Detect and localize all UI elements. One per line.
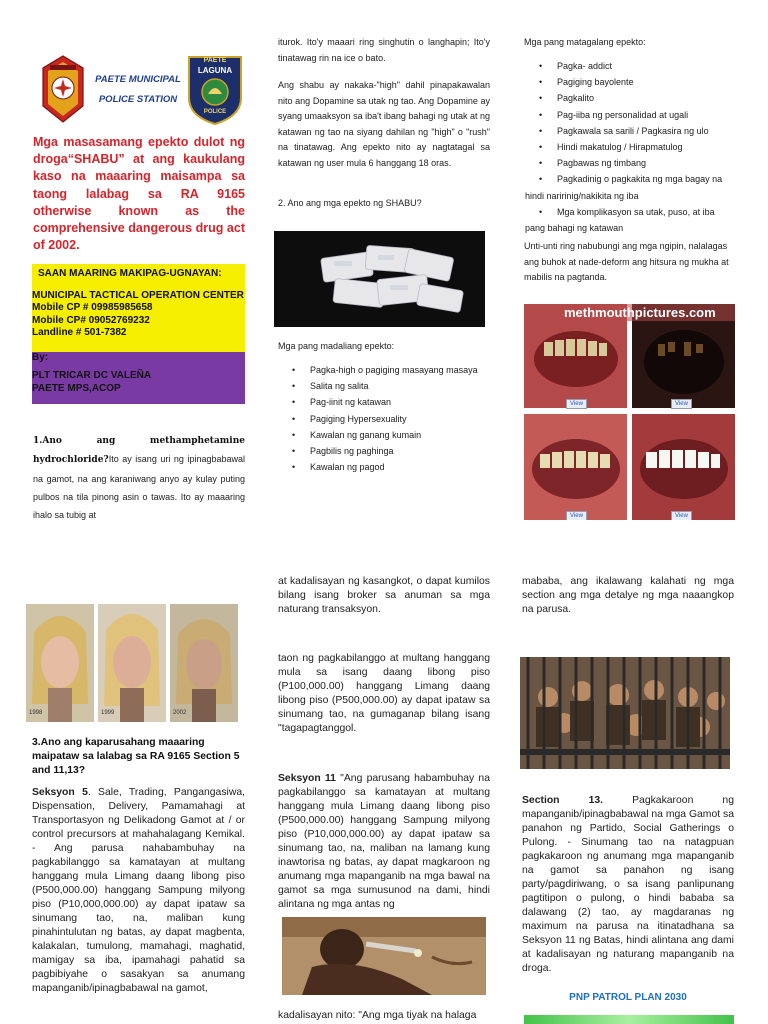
effect-list-item <box>258 411 490 427</box>
section-11-block <box>278 772 490 912</box>
pnp-logo <box>38 54 88 124</box>
effect-text: Pagbawas ng timbang <box>557 158 647 169</box>
bullet-icon: • <box>539 61 543 71</box>
long-effects-after: Unti-unti ring nabubungi ang mga ngipin, nalalagas ang buhok at nade-deform ang hitsura ng mukha at mabilis na pagtanda. <box>524 241 729 282</box>
short-effects-list <box>258 362 490 475</box>
mugshots-photo <box>26 604 238 722</box>
effect-text: Pagkawala sa sarili / Pagkasira ng ulo <box>557 125 709 136</box>
effect-text: Pag-iinit ng katawan <box>310 397 392 408</box>
author-by: By: <box>32 352 49 363</box>
effect-list-item <box>507 204 735 236</box>
effect-text: Pagka-high o pagiging masayang masaya <box>310 365 478 375</box>
bullet-icon: • <box>292 462 296 473</box>
mugshot-date-2: 1999 <box>101 710 115 716</box>
contact-heading: SAAN MAARING MAKIPAG-UGNAYAN: <box>38 268 222 279</box>
effect-list-item <box>258 378 490 394</box>
patrol-plan-title: PNP PATROL PLAN 2030 <box>569 992 687 1003</box>
bullet-icon: • <box>539 174 543 185</box>
dopamine-paragraph: Ang shabu ay nakaka-"high" dahil pinapakawalan nito ang Dopamine sa utak ng tao. Ang Dopamine ay syang umaaksyon sa iba't ibang bahagi ng utak at ng katawan ng tao na siyang dahilan ng "high" o "rush" na tinatawag. Ang epekto nito ay nagtatagal sa katawan ng user mula 6 hanggang 18 oras. <box>278 80 490 168</box>
effect-list-item <box>258 427 490 443</box>
bullet-icon: • <box>539 206 543 217</box>
long-effects-list <box>507 58 735 236</box>
col3-bottom-p1: mababa, ang ikalawang kalahati ng mga section ang mga detalye ng mga naaangkop na parusa. <box>522 576 734 615</box>
bullet-icon: • <box>539 109 543 120</box>
effect-text: Pag-iiba ng personalidad at ugali <box>557 109 689 120</box>
effect-list-item <box>258 362 490 378</box>
mugshot-date-3: 2002 <box>173 710 187 716</box>
effect-text: Kawalan ng ganang kumain <box>310 429 422 440</box>
effect-text: Pagkadinig o pagkakita ng mga bagay na hindi naririnig/nakikita ng iba <box>525 174 723 201</box>
q3-heading: 3.Ano ang kaparusahang maaaring maipataw sa lalabag sa RA 9165 Section 5 and 11,13? <box>32 737 240 777</box>
col2-intro: iturok. Ito'y maaari ring singhutin o langhapin; Ito'y tinatawag rin na ice o bato. <box>278 37 490 63</box>
effect-list-item <box>507 123 735 139</box>
section-11-label: Seksyon 11 <box>278 773 336 784</box>
shabu-packets-photo <box>274 231 485 327</box>
author-unit: PAETE MPS,ACOP <box>32 382 121 394</box>
mugshot-date-1: 1998 <box>29 710 43 716</box>
smoking-user-photo <box>282 917 486 995</box>
meth-mouth-watermark: methmouthpictures.com <box>564 305 716 320</box>
effect-list-item <box>258 443 490 459</box>
effect-list-item <box>258 459 490 475</box>
q1-answer: Ito ay isang uri ng ipinagbabawal na gamot, na ang karaniwang anyo ay kulay puting pulbos na tila pinong asin o tawas. Ito ay maaaring ihalo sa tubig at <box>33 454 245 521</box>
contact-box <box>32 264 245 352</box>
q2-heading: 2. Ano ang mga epekto ng SHABU? <box>278 198 422 208</box>
effect-text: Pagiging Hypersexuality <box>310 413 407 424</box>
effect-text: Hindi makatulog / Hirapmatulog <box>557 142 683 153</box>
effect-text: Pagiging bayolente <box>557 77 634 88</box>
seal-middle-text: LAGUNA <box>197 66 233 75</box>
col2-bottom-p2: taon ng pagkabilanggo at multang hanggang mula sa isang daang libong piso (P100,000.00) hanggang Limang daang libong piso (P500,000.00) ay dapat ipataw sa sinumang tao, na gumaganap bilang isang "tagapagtanggol. <box>278 653 490 734</box>
effect-text: Pagkalito <box>557 93 595 104</box>
document-title: Mga masasamang epekto dulot ng droga“SHABU” at ang kaukulang kaso na maaaring maisampa sa taong lalabag sa RA 9165 otherwise known as the comprehensive dangerous drug act of 2002. <box>33 135 245 253</box>
q1-block <box>33 431 245 524</box>
view-button[interactable]: View <box>671 399 692 409</box>
effect-list-item <box>507 107 735 123</box>
effect-list-item <box>507 90 735 106</box>
bullet-icon: • <box>539 142 543 153</box>
bullet-icon: • <box>539 158 543 169</box>
view-button[interactable]: View <box>671 511 692 520</box>
section-5-label: Seksyon 5 <box>32 787 88 798</box>
effect-list-item <box>507 139 735 155</box>
author-box <box>32 352 245 404</box>
seal-bottom-text: POLICE <box>203 109 227 115</box>
bullet-icon: • <box>539 77 543 88</box>
short-effects-heading: Mga pang madaliang epekto: <box>278 341 395 351</box>
bullet-icon: • <box>292 413 296 424</box>
station-line-2: POLICE STATION <box>98 94 178 105</box>
author-name: PLT TRICAR DC VALEÑA <box>32 370 152 381</box>
effect-text: Mga komplikasyon sa utak, puso, at iba pang bahagi ng katawan <box>525 206 715 234</box>
contact-landline: Landline # 501-7382 <box>32 327 127 338</box>
seal-top-text: PAETE <box>203 57 227 64</box>
section-13-label: Section 13. <box>522 795 604 806</box>
effect-text: Pagka- addict <box>557 61 613 71</box>
bullet-icon: • <box>292 365 296 375</box>
section-13-text: Pagkakaroon ng mapanganib/ipinagbabawal na mga Gamot sa panahon ng Partido, Social Gatherings o Pulong. - Sinumang tao na natagpuan pagkakaroon ng anumang mga mapanganib na gamot sa panahon ng isang party/pagdiriwang, o sa isang panlipunang pagtitipon o pulong, o hindi bababa sa dalawang (2) tao, ay magdaranas ng maximum na parusa na itinatadhana sa Seksyon 11 ng Batas, hindi alintana ang dami at kadalisayan ng naturang mapanganib na droga. <box>522 795 734 974</box>
section-13-block <box>522 794 734 976</box>
effect-list-item <box>258 394 490 410</box>
q1-question: 1.Ano ang methamphetamine hydrochloride? <box>33 436 245 466</box>
bullet-icon: • <box>292 429 296 440</box>
effect-text: Salita ng salita <box>310 381 369 392</box>
section-5-block <box>32 786 245 1020</box>
bullet-icon: • <box>292 446 296 457</box>
view-button[interactable]: View <box>566 399 587 409</box>
station-line-1: PAETE MUNICIPAL <box>95 74 181 85</box>
bullet-icon: • <box>292 397 296 408</box>
station-name <box>90 70 186 110</box>
effect-list-item <box>507 155 735 171</box>
col2-bottom-end: kadalisayan nito: "Ang mga tiyak na halaga <box>278 1010 477 1021</box>
effect-list-item <box>507 171 735 203</box>
bullet-icon: • <box>539 125 543 136</box>
view-button[interactable]: View <box>566 511 587 520</box>
section-11-text: "Ang parusang habambuhay na pagkabilanggo sa kamatayan at multang hanggang mula Limang daang libong piso (P500,000.00) hanggang Sampung milyong piso (P10,000,000.00) ay dapat ipataw sa sinumang tao, na, maliban na lamang kung inawtorisa ng batas, ay dapat magkaroon ng anumang mga mapanganib na mga bawal na gamot sa mga sumusunod na dami, hindi alintana ng mga antas ng <box>278 773 490 910</box>
effect-text: Kawalan ng pagod <box>310 462 385 473</box>
contact-office: MUNICIPAL TACTICAL OPERATION CENTER <box>32 290 244 301</box>
effect-text: Pagbilis ng paghinga <box>310 446 394 457</box>
contact-mobile-2: Mobile CP# 09052769232 <box>32 314 150 326</box>
col2-bottom-p1: at kadalisayan ng kasangkot, o dapat kumilos bilang isang broker sa anuman sa mga naturang transaksyon. <box>278 576 490 615</box>
paete-police-seal <box>186 54 244 126</box>
meth-mouth-grid <box>524 304 735 520</box>
patrol-plan-banner <box>524 1015 734 1024</box>
bullet-icon: • <box>539 93 543 104</box>
effect-list-item <box>507 58 735 74</box>
bullet-icon: • <box>292 381 296 392</box>
long-effects-heading: Mga pang matagalang epekto: <box>524 37 646 47</box>
contact-mobile-1: Mobile CP # 09985985658 <box>32 302 153 313</box>
section-5-text: . Sale, Trading, Pangangasiwa, Dispensation, Delivery, Pamamahagi at Transportasyon ng Delikadong Gamot at / or control precursors at mahahalagang Kemikal. - Ang parusa nahabambuhay na pagkabilanggo sa kamatayan at multang hanggang mula Limang daang libong piso (P500,000.00) hanggang Sampung milyong piso (P10,000,000.00) ay dapat ipataw sa sinumang tao, na, maliban kung pinahintulutan ng batas, ay dapat magbenta, kalakalan, tumulong, mamahagi, maghatid, mamigay sa iba, ipamahagi pahatid sa pagbibiyahe o sasakyan sa anumang mapanganib/ipinagbabawal na gamot, <box>32 787 245 994</box>
effect-list-item <box>507 74 735 90</box>
prison-photo <box>520 657 730 769</box>
